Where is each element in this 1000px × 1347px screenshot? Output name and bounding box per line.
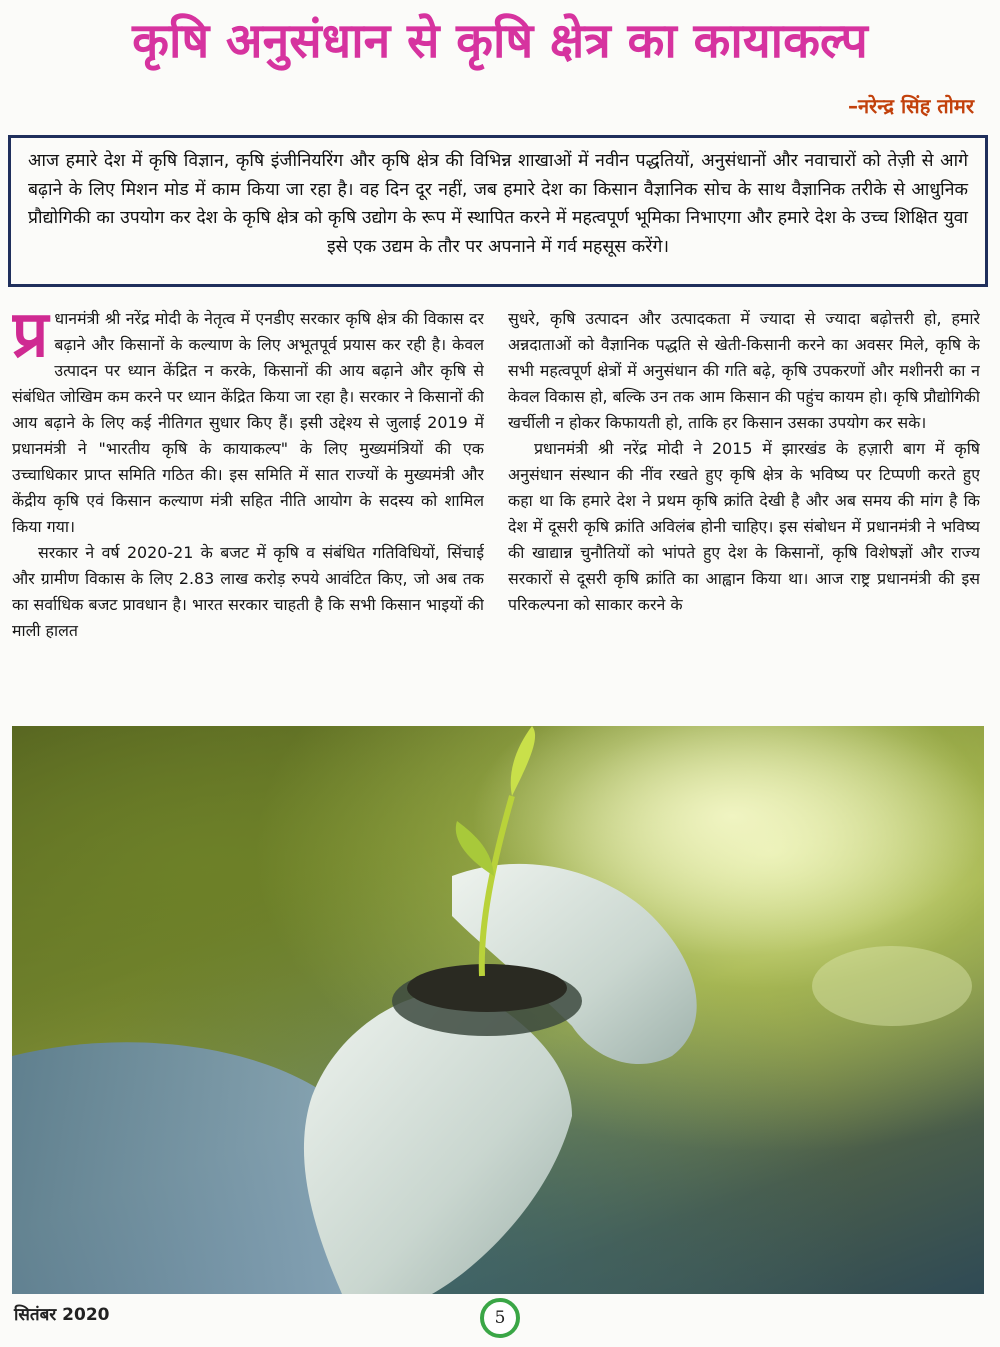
soil bbox=[407, 964, 567, 1012]
left-column bbox=[12, 306, 484, 722]
issue-date: सितंबर 2020 bbox=[14, 1305, 110, 1325]
drop-cap: प्र bbox=[12, 306, 49, 372]
seedling-photo-illustration bbox=[12, 726, 984, 1294]
background-bokeh bbox=[812, 946, 972, 1026]
page-number-badge: 5 bbox=[480, 1298, 520, 1338]
intro-paragraph: आज हमारे देश में कृषि विज्ञान, कृषि इंजीनियरिंग और कृषि क्षेत्र की विभिन्न शाखाओं में नवीन पद्धतियों, अनुसंधानों और नवाचारों को तेज़ी से आगे बढ़ाने के लिए मिशन मोड में काम किया जा रहा है। वह दिन दूर नहीं, जब हमारे देश का किसान वैज्ञानिक सोच के साथ वैज्ञानिक तरीके से आधुनिक प्रौद्योगिकी का उपयोग कर देश के कृषि क्षेत्र को कृषि उद्योग के रूप में स्थापित करने में महत्वपूर्ण भूमिका निभाएगा और हमारे देश के उच्च शिक्षित युवा इसे एक उद्यम के तौर पर अपनाने में गर्व महसूस करेंगे। bbox=[28, 151, 968, 257]
right-paragraph-1: सुधरे, कृषि उत्पादन और उत्पादकता में ज्यादा से ज्यादा बढ़ोत्तरी हो, हमारे अन्नदाताओं को वैज्ञानिक पद्धति से खेती-किसानी करने का अवसर मिले, कृषि के सभी महत्वपूर्ण क्षेत्रों में अनुसंधान की गति बढ़े, कृषि उपकरणों और मशीनरी का न केवल विकास हो, बल्कि उन तक आम किसान की पहुंच कायम हो। कृषि प्रौद्योगिकी खर्चीली न होकर किफायती हो, ताकि हर किसान उसका उपयोग कर सके। bbox=[508, 309, 980, 432]
gloved-hand-lower bbox=[304, 991, 572, 1294]
left-paragraph-2: सरकार ने वर्ष 2020-21 के बजट में कृषि व संबंधित गतिविधियों, सिंचाई और ग्रामीण विकास के लिए 2.83 लाख करोड़ रुपये आवंटित किए, जो अब तक का सर्वाधिक बजट प्रावधान है। भारत सरकार चाहती है कि सभी किसान भाइयों की माली हालत bbox=[12, 543, 484, 640]
author-byline: –नरेन्द्र सिंह तोमर bbox=[847, 94, 974, 118]
intro-box bbox=[8, 135, 988, 287]
article-headline: कृषि अनुसंधान से कृषि क्षेत्र का कायाकल्प bbox=[132, 13, 868, 69]
seedling-photo bbox=[12, 726, 984, 1294]
right-paragraph-2: प्रधानमंत्री श्री नरेंद्र मोदी ने 2015 में झारखंड के हज़ारी बाग में कृषि अनुसंधान संस्थान की नींव रखते हुए कृषि क्षेत्र के भविष्य पर टिप्पणी करते हुए कहा था कि हमारे देश ने प्रथम कृषि क्रांति देखी है और अब समय की मांग है कि देश में दूसरी कृषि क्रांति अविलंब होनी चाहिए। इस संबोधन में प्रधानमंत्री ने भविष्य की खाद्यान्न चुनौतियों को भांपते हुए देश के किसानों, कृषि विशेषज्ञों और राज्य सरकारों से दूसरी कृषि क्रांति का आह्वान किया था। आज राष्ट्र प्रधानमंत्री की इस परिकल्पना को साकार करने के bbox=[508, 439, 980, 614]
left-paragraph-1 bbox=[12, 306, 484, 540]
left-paragraph-1-text: धानमंत्री श्री नरेंद्र मोदी के नेतृत्व में एनडीए सरकार कृषि क्षेत्र की विकास दर बढ़ाने और किसानों के कल्याण के लिए अभूतपूर्व प्रयास कर रही है। केवल उत्पादन पर ध्यान केंद्रित न करके, किसानों की आय बढ़ाने और कृषि से संबंधित जोखिम कम करने पर ध्यान केंद्रित किया जा रहा है। सरकार ने किसानों की आय बढ़ाने के लिए कई नीतिगत सुधार किए हैं। इसी उद्देश्य से जुलाई 2019 में प्रधानमंत्री ने "भारतीय कृषि के कायाकल्प" के लिए मुख्यमंत्रियों की एक उच्चाधिकार प्राप्त समिति गठित की। इस समिति में सात राज्यों के मुख्यमंत्री और केंद्रीय कृषि एवं किसान कल्याण मंत्री सहित नीति आयोग के सदस्य को शामिल किया गया। bbox=[12, 309, 484, 536]
right-column bbox=[508, 306, 980, 722]
